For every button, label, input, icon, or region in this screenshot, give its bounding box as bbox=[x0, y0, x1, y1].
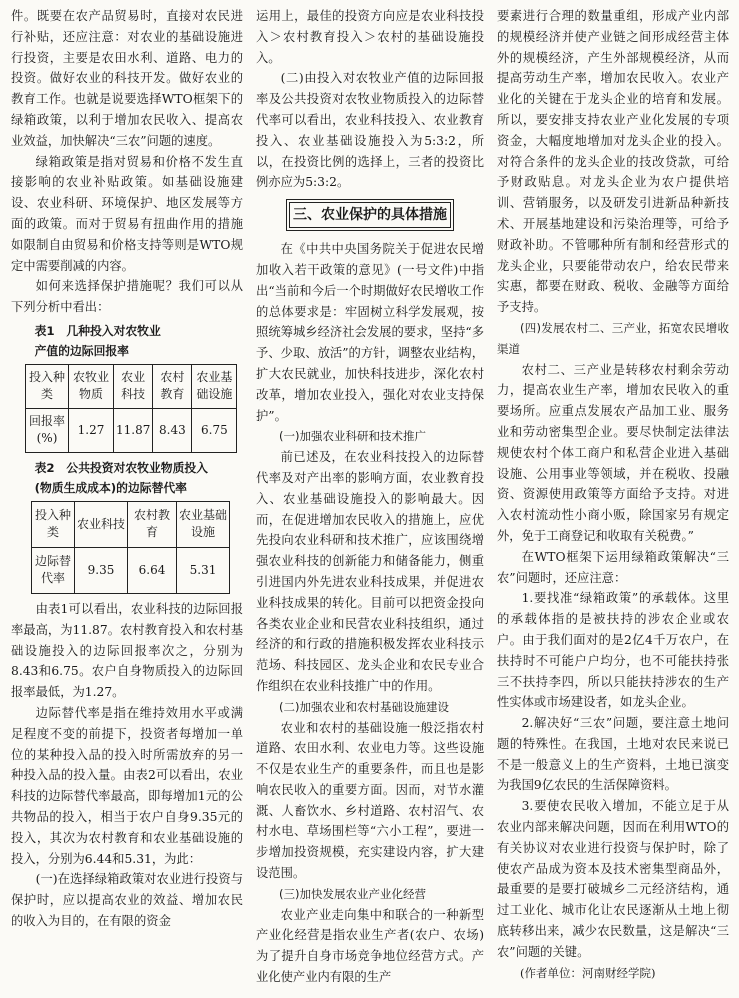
subheading: (二)加强农业和农村基础设施建设 bbox=[279, 699, 449, 714]
paragraph: 边际替代率是指在维持效用水平或满足程度不变的前提下，投资者每增加一单位的某种投入品的投入时所需放弃的另一种投入品的投入量。由表2可以看出，农业科技的边际替代率最高，即每增加1元的公共物品的投入，相当于农户自身9.35元的投入，其次为农村教育和农业基础设施的投入，分别为6.44和5.31，为此： bbox=[11, 705, 243, 866]
table1-cell: 11.87 bbox=[114, 408, 153, 452]
table1-header: 投入种类 bbox=[26, 364, 69, 408]
table1-row-label: 回报率(%) bbox=[26, 408, 69, 452]
table1-cell: 8.43 bbox=[153, 408, 192, 452]
table2-row-label: 边际替代率 bbox=[32, 547, 75, 593]
table1-header: 农业基础设施 bbox=[192, 364, 237, 408]
table2-caption-2: (物质生成成本)的边际替代率 bbox=[34, 480, 187, 495]
subheading: (四)发展农村二、三产业，拓宽农民增收渠道 bbox=[497, 320, 729, 356]
table1-caption: 表1 几种投入对农牧业 bbox=[34, 323, 161, 338]
section-title: 三、农业保护的具体措施 bbox=[289, 202, 451, 228]
author-affiliation: (作者单位：河南财经学院) bbox=[520, 965, 656, 980]
paragraph: 件。既要在农产品贸易时，直接对农民进行补贴，还应注意：对农业的基础设施进行投资，主要是农田水利、道路、电力的投资。做好农业的科技开发。做好农业的教育工作。也就是说要选择WTO框架下的绿箱政策，以利于增加农民收入、提高农业效益，加快解决“三农”问题的速度。 bbox=[11, 9, 243, 148]
paragraph: 农村二、三产业是转移农村剩余劳动力，提高农业生产率，增加农民收入的重要场所。应重点发展农产品加工业、服务业和劳动密集型企业。要尽快制定法律法规使农村个体工商户和私营企业进入基础设施、公用事业等领域，并在税收、投融资、资源使用政策等方面给予支持。对进入农村流动性小商小贩，除国家另有规定外，免于工商登记和收取有关税费。” bbox=[497, 362, 729, 543]
table2 bbox=[31, 501, 230, 594]
paragraph: 在WTO框架下运用绿箱政策解决“三农”问题时，还应注意： bbox=[497, 549, 729, 585]
paragraph: 在《中共中央国务院关于促进农民增加收入若干政策的意见》(一号文件)中指出“当前和今后一个时期做好农民增收工作的总体要求是：牢固树立科学发展观，按照统筹城乡经济社会发展的要求，坚持“多予、少取、放活”的方针，调整农业结构，扩大农民就业，加快科技进步，深化农村改革，增加农业投入，强化对农业支持保护”。 bbox=[256, 242, 484, 423]
column-1 bbox=[11, 6, 243, 932]
table2-header: 农村教育 bbox=[128, 501, 177, 547]
paragraph: 运用上，最佳的投资方向应是农业科技投入＞农村教育投入＞农村的基础设施投入。 bbox=[256, 9, 484, 65]
table2-header: 投入种类 bbox=[32, 501, 75, 547]
subheading: (三)加快发展农业产业化经营 bbox=[279, 886, 426, 901]
table1-cell: 6.75 bbox=[192, 408, 237, 452]
paragraph: 2.解决好“三农”问题，要注意土地问题的特殊性。在我国，土地对农民来说已不是一般意义上的生产资料，土地已演变为我国9亿农民的生活保障资料。 bbox=[497, 716, 729, 793]
paragraph: 3.要使农民收入增加，不能立足于从农业内部来解决问题，因而在利用WTO的有关协议对农业进行投资与保护时，除了使农产品成为资本及技术密集型商品外，最重要的是要打破城乡二元经济结构，通过工业化、城市化让农民逐渐从土地上彻底转移出来，减少农民数量，这是解决“三农”问题的关键。 bbox=[497, 799, 729, 959]
table2-header: 农业基础设施 bbox=[177, 501, 230, 547]
table1-cell: 1.27 bbox=[69, 408, 114, 452]
paragraph: 如何来选择保护措施呢？我们可以从下列分析中看出： bbox=[11, 279, 243, 315]
table1-header: 农村教育 bbox=[153, 364, 192, 408]
table1-caption-2: 产值的边际回报率 bbox=[34, 343, 129, 358]
paragraph: 由表1可以看出，农业科技的边际回报率最高，为11.87。农村教育投入和农村基础设施投入的边际回报率次之，分别为8.43和6.75。农户自身物质投入的边际回报率最低，为1.27。 bbox=[11, 601, 243, 700]
table1 bbox=[25, 364, 237, 453]
paragraph: (二)由投入对农牧业产值的边际回报率及公共投资对农牧业物质投入的边际替代率可以看出，农业科技投入、农业教育投入、农业基础设施投入为5:3:2，所以，在投资比例的选择上，三者的投资比例亦应为5:3:2。 bbox=[256, 71, 484, 190]
paragraph: 前已述及，在农业科技投入的边际替代率及对产出率的影响方面，农业教育投入、农业基础设施投入的影响最大。因而，在促进增加农民收入的措施上，应优先投向农业科研和技术推广，应该围绕增强农业科技的创新能力和储备能力，侧重引进国内外先进农业科技成果，并促进农业科技成果的转化。目前可以把资金投向各类农业企业和民营农业科技组织，通过经济的和行政的措施积极发挥农业科技示范场、科技园区、龙头企业和农民专业合作组织在农业科技推广中的作用。 bbox=[256, 450, 484, 693]
paragraph: 农业和农村的基础设施一般泛指农村道路、农田水利、农业电力等。这些设施不仅是农业生产的重要条件，而且也是影响农民收入的重要方面。因而，对节水灌溉、人畜饮水、乡村道路、农村沼气、农村水电、草场围栏等“六小工程”，要进一步增加投资规模，充实建设内容，扩大建设范围。 bbox=[256, 720, 484, 881]
paragraph: 农业产业走向集中和联合的一种新型产业化经营是指农业生产者(农户、农场)为了提升自身市场竞争地位经营方式。产业化使产业内有限的生产 bbox=[256, 907, 484, 985]
column-3 bbox=[497, 6, 729, 983]
subheading: (一)加强农业科研和技术推广 bbox=[279, 429, 426, 444]
table2-cell: 9.35 bbox=[75, 547, 128, 593]
paragraph: 1.要找准“绿箱政策”的承载体。这里的承载体指的是被扶持的涉农企业或农户。由于我们面对的是2亿4千万农户，在扶持时不可能户户均分，也不可能扶持张三不扶持李四，所以只能扶持涉农的生产性实体或市场建设者，如龙头企业。 bbox=[497, 591, 729, 710]
table1-header: 农业科技 bbox=[114, 364, 153, 408]
column-2 bbox=[256, 6, 484, 988]
paragraph: 绿箱政策是指对贸易和价格不发生直接影响的农业补贴政策。如基础设施建设、农业科研、环境保护、地区发展等方面的政策。而对于贸易有扭曲作用的措施如限制自由贸易和价格支持等则是WTO规定中需要削减的内容。 bbox=[11, 154, 243, 273]
paragraph: (一)在选择绿箱政策对农业进行投资与保护时，应以提高农业的效益、增加农民的收入为目的，在有限的资金 bbox=[11, 872, 243, 928]
table1-header: 农牧业物质 bbox=[69, 364, 114, 408]
table2-caption: 表2 公共投资对农牧业物质投入 bbox=[34, 460, 208, 475]
table2-cell: 5.31 bbox=[177, 547, 230, 593]
table2-header: 农业科技 bbox=[75, 501, 128, 547]
paragraph: 要素进行合理的数量重组，形成产业内部的规模经济并使产业链之间形成经营主体外的规模经济，产生外部规模经济，从而提高劳动生产率，增加农民收入。农业产业化的关键在于龙头企业的培育和发展。所以，要安排支持农业产业化发展的专项资金，大幅度地增加对龙头企业的投入。对符合条件的龙头企业的技改贷款，可给予财政贴息。对龙头企业为农户提供培训、营销服务，以及研发引进新品种新技术、开展基地建设和污染治理等，可给予财政补助。不管哪种所有制和经营形式的龙头企业，只要能带动农户，给农民带来实惠，都要在财政、税收、金融等方面给予支持。 bbox=[497, 9, 729, 315]
table2-cell: 6.64 bbox=[128, 547, 177, 593]
section-title-box bbox=[286, 199, 454, 231]
